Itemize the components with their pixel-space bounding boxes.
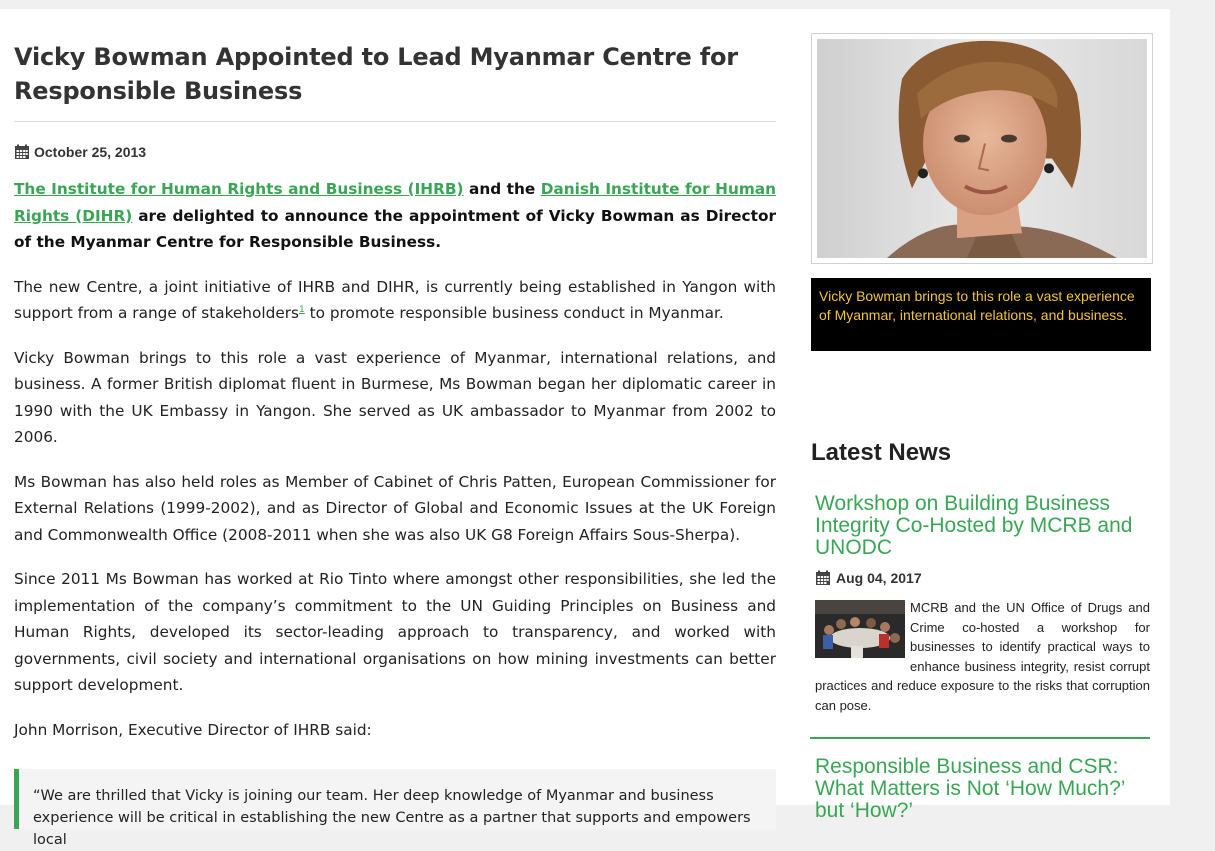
latest-news-heading: Latest News [811,439,952,466]
news-item-summary-text: MCRB and the UN Office of Drugs and Crime co-hosted a workshop for businesses to identify practical ways to enhance business integrity, resist corrupt practices and reduce exposure to the risks that corruption can pose. [815,600,1150,713]
news-item-date [815,570,1150,586]
lead-rest-text: are delighted to announce the appointment of Vicky Bowman as Director of the Myanmar Centre for Responsible Business. [14,206,776,251]
article-paragraph-2: Vicky Bowman brings to this role a vast experience of Myanmar, international relations, and business. A former British diplomat fluent in Burmese, Ms Bowman began her diplomatic career in 1990 with the UK Embassy in Yangon. She served as UK ambassador to Myanmar from 2002 to 2006. [14,348,776,446]
news-item-title-link[interactable]: Workshop on Building Business Integrity Co-Hosted by MCRB and UNODC [815,492,1133,559]
news-item-date-text: Aug 04, 2017 [836,570,922,586]
portrait-photo [811,33,1153,264]
photo-caption: Vicky Bowman brings to this role a vast experience of Myanmar, international relations, and business. [811,278,1151,351]
title-divider [14,121,776,122]
calendar-icon [14,144,30,160]
p1-before: The new Centre, a joint initiative of IHRB and DIHR, is currently being established in Yangon with support from a range of stakeholders [14,277,776,322]
article [14,9,777,848]
article-title: Vicky Bowman Appointed to Lead Myanmar Centre for Responsible Business [14,43,738,105]
blockquote: “We are thrilled that Vicky is joining our team. Her deep knowledge of Myanmar and business experience will be critical in establishing the new Centre as a partner that supports and empowers local [14,769,776,829]
calendar-icon [815,570,831,586]
ihrb-link[interactable]: The Institute for Human Rights and Business (IHRB) [14,180,464,198]
article-paragraph-4: Since 2011 Ms Bowman has worked at Rio Tinto where amongst other responsibilities, she led the implementation of the company’s commitment to the UN Guiding Principles on Business and Human Rights, developed its sector-leading approach to transparency, and worked with governments, civil society and international organisations on how mining investments can better support development. [14,570,776,694]
footnote-link[interactable]: 1 [299,304,305,315]
article-paragraph-3: Ms Bowman has also held roles as Member of Cabinet of Chris Patten, European Commissioner for External Relations (1999-2002), and as Director of Global and Economic Issues at the UK Foreign and Commonwealth Office (2008-2011 when she was also UK G8 Foreign Affairs Sous-Sherpa). [14,472,776,544]
dihr-link[interactable]: Danish Institute for Human Rights (DIHR) [14,180,777,225]
article-date [14,142,776,162]
news-item [815,756,1150,822]
news-item-summary [815,598,1150,716]
news-item [815,493,1150,716]
article-lead [14,176,776,256]
article-paragraph-1 [14,274,776,327]
page [0,9,1170,848]
article-date-text: October 25, 2013 [34,144,147,160]
lead-and-text: and the [463,180,541,198]
news-divider [810,737,1150,739]
article-paragraph-5: John Morrison, Executive Director of IHRB said: [14,720,372,739]
portrait-image [817,39,1147,258]
news-item-title-link[interactable]: Responsible Business and CSR: What Matters is Not ‘How Much?’ but ‘How?’ [815,755,1125,822]
news-thumbnail[interactable] [815,600,905,658]
p1-after: to promote responsible business conduct in Myanmar. [304,304,724,322]
